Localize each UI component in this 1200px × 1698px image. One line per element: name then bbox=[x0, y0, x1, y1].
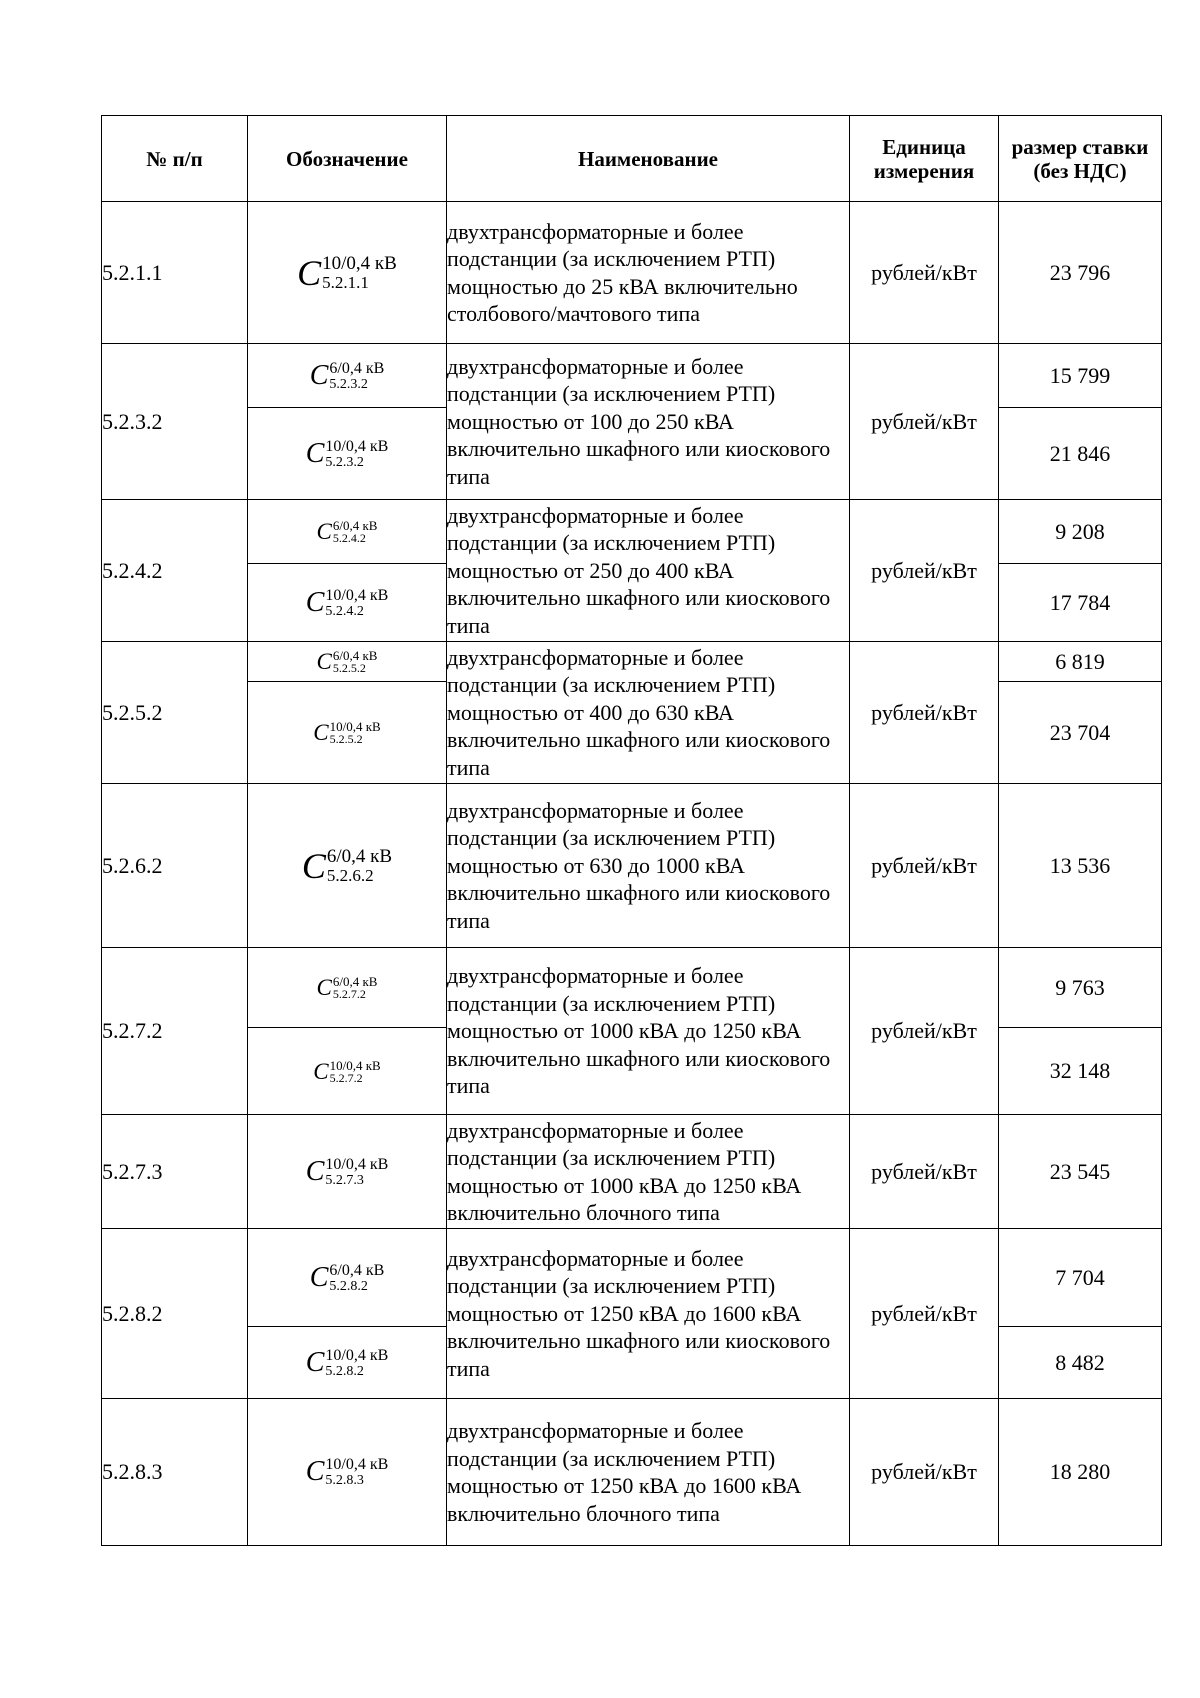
item-name: двухтрансформаторные и более подстанции (за исключением РТП) мощностью от 100 до 250 кВА включительно шкафного или киоскового типа bbox=[447, 344, 850, 500]
voltage-superscript: 10/0,4 кВ bbox=[322, 252, 397, 274]
designation-symbol: C 6/0,4 кВ 5.2.8.2 bbox=[309, 1261, 385, 1294]
voltage-superscript: 10/0,4 кВ bbox=[325, 586, 389, 604]
designation-symbol: C 10/0,4 кВ 5.2.8.2 bbox=[305, 1346, 389, 1379]
designation-symbol: C 10/0,4 кВ 5.2.1.1 bbox=[297, 252, 397, 293]
designation-symbol: C 6/0,4 кВ 5.2.7.2 bbox=[316, 974, 378, 1001]
item-name: двухтрансформаторные и более подстанции (за исключением РТП) мощностью от 1250 кВА до 1600 кВА включительно шкафного или киоскового типа bbox=[447, 1229, 850, 1399]
designation-symbol: C 10/0,4 кВ 5.2.7.2 bbox=[313, 1057, 381, 1085]
code-subscript: 5.2.3.2 bbox=[325, 454, 364, 470]
designation-symbol: C 10/0,4 кВ 5.2.7.3 bbox=[305, 1155, 389, 1188]
rate-cell: 21 846 bbox=[999, 408, 1162, 500]
designation-cell bbox=[248, 948, 447, 1028]
code-subscript: 5.2.5.2 bbox=[332, 661, 366, 675]
item-name: двухтрансформаторные и более подстанции (за исключением РТП) мощностью от 400 до 630 кВА включительно шкафного или киоскового типа bbox=[447, 642, 850, 784]
item-name: двухтрансформаторные и более подстанции (за исключением РТП) мощностью от 250 до 400 кВА включительно шкафного или киоскового типа bbox=[447, 500, 850, 642]
designation-symbol: C 10/0,4 кВ 5.2.3.2 bbox=[305, 437, 389, 470]
designation-cell bbox=[248, 784, 447, 948]
table-row bbox=[102, 948, 1162, 1028]
rate-cell: 9 208 bbox=[999, 500, 1162, 564]
code-subscript: 5.2.7.3 bbox=[325, 1172, 364, 1188]
code-subscript: 5.2.4.2 bbox=[332, 531, 366, 545]
row-number: 5.2.6.2 bbox=[102, 784, 248, 948]
unit-cell: рублей/кВт bbox=[850, 784, 999, 948]
rate-cell: 32 148 bbox=[999, 1028, 1162, 1115]
code-subscript: 5.2.7.2 bbox=[332, 987, 366, 1001]
designation-cell bbox=[248, 1327, 447, 1399]
code-subscript: 5.2.7.2 bbox=[329, 1070, 363, 1085]
rate-cell: 15 799 bbox=[999, 344, 1162, 408]
item-name: двухтрансформаторные и более подстанции (за исключением РТП) мощностью от 1250 кВА до 1600 кВА включительно блочного типа bbox=[447, 1399, 850, 1546]
designation-symbol: C 6/0,4 кВ 5.2.5.2 bbox=[316, 648, 378, 675]
row-number: 5.2.7.2 bbox=[102, 948, 248, 1115]
designation-cell bbox=[248, 500, 447, 564]
header-unit: Единица измерения bbox=[850, 116, 999, 202]
unit-cell: рублей/кВт bbox=[850, 1115, 999, 1229]
table-row bbox=[102, 784, 1162, 948]
code-subscript: 5.2.3.2 bbox=[329, 376, 368, 392]
rate-cell: 6 819 bbox=[999, 642, 1162, 682]
code-subscript: 5.2.8.3 bbox=[325, 1473, 364, 1488]
voltage-superscript: 10/0,4 кВ bbox=[329, 1057, 381, 1073]
designation-cell bbox=[248, 1115, 447, 1229]
unit-cell: рублей/кВт bbox=[850, 202, 999, 344]
unit-cell: рублей/кВт bbox=[850, 1229, 999, 1399]
designation-symbol: C 6/0,4 кВ 5.2.4.2 bbox=[316, 518, 378, 545]
voltage-superscript: 6/0,4 кВ bbox=[329, 1261, 385, 1279]
table-row bbox=[102, 1115, 1162, 1229]
table-row bbox=[102, 642, 1162, 682]
unit-cell: рублей/кВт bbox=[850, 500, 999, 642]
unit-cell: рублей/кВт bbox=[850, 948, 999, 1115]
table-row bbox=[102, 202, 1162, 344]
designation-cell bbox=[248, 642, 447, 682]
designation-symbol: C 10/0,4 кВ 5.2.4.2 bbox=[305, 586, 389, 619]
rate-cell: 23 545 bbox=[999, 1115, 1162, 1229]
rate-cell: 17 784 bbox=[999, 564, 1162, 642]
row-number: 5.2.8.2 bbox=[102, 1229, 248, 1399]
code-subscript: 5.2.1.1 bbox=[322, 272, 369, 292]
designation-cell bbox=[248, 682, 447, 784]
header-row bbox=[102, 116, 1162, 202]
table-body bbox=[102, 202, 1162, 1546]
code-subscript: 5.2.8.2 bbox=[329, 1278, 368, 1294]
designation-cell bbox=[248, 1028, 447, 1115]
item-name: двухтрансформаторные и более подстанции (за исключением РТП) мощностью от 630 до 1000 кВА включительно шкафного или киоскового типа bbox=[447, 784, 850, 948]
item-name: двухтрансформаторные и более подстанции (за исключением РТП) мощностью до 25 кВА включительно столбового/мачтового типа bbox=[447, 202, 850, 344]
header-rate: размер ставки (без НДС) bbox=[999, 116, 1162, 202]
table-header bbox=[102, 116, 1162, 202]
rate-cell: 23 704 bbox=[999, 682, 1162, 784]
header-designation: Обозначение bbox=[248, 116, 447, 202]
unit-cell: рублей/кВт bbox=[850, 1399, 999, 1546]
designation-cell bbox=[248, 202, 447, 344]
voltage-superscript: 10/0,4 кВ bbox=[325, 437, 389, 455]
item-name: двухтрансформаторные и более подстанции (за исключением РТП) мощностью от 1000 кВА до 1250 кВА включительно блочного типа bbox=[447, 1115, 850, 1229]
unit-cell: рублей/кВт bbox=[850, 344, 999, 500]
item-name: двухтрансформаторные и более подстанции (за исключением РТП) мощностью от 1000 кВА до 1250 кВА включительно шкафного или киоскового типа bbox=[447, 948, 850, 1115]
unit-cell: рублей/кВт bbox=[850, 642, 999, 784]
voltage-superscript: 10/0,4 кВ bbox=[325, 1456, 389, 1473]
designation-cell bbox=[248, 1399, 447, 1546]
designation-symbol: C 10/0,4 кВ 5.2.8.3 bbox=[305, 1456, 389, 1488]
rate-cell: 7 704 bbox=[999, 1229, 1162, 1327]
designation-cell bbox=[248, 344, 447, 408]
table-row bbox=[102, 500, 1162, 564]
voltage-superscript: 6/0,4 кВ bbox=[332, 518, 378, 533]
row-number: 5.2.5.2 bbox=[102, 642, 248, 784]
designation-cell bbox=[248, 564, 447, 642]
table-row bbox=[102, 1229, 1162, 1327]
designation-cell bbox=[248, 408, 447, 500]
row-number: 5.2.7.3 bbox=[102, 1115, 248, 1229]
voltage-superscript: 6/0,4 кВ bbox=[332, 648, 378, 663]
designation-symbol: C 10/0,4 кВ 5.2.5.2 bbox=[313, 719, 381, 746]
code-subscript: 5.2.4.2 bbox=[325, 603, 364, 619]
header-num: № п/п bbox=[102, 116, 248, 202]
row-number: 5.2.8.3 bbox=[102, 1399, 248, 1546]
voltage-superscript: 6/0,4 кВ bbox=[326, 845, 393, 867]
code-subscript: 5.2.5.2 bbox=[329, 732, 363, 746]
row-number: 5.2.3.2 bbox=[102, 344, 248, 500]
tariff-table bbox=[101, 115, 1162, 1546]
voltage-superscript: 6/0,4 кВ bbox=[329, 359, 385, 377]
header-name: Наименование bbox=[447, 116, 850, 202]
designation-symbol: C 6/0,4 кВ 5.2.6.2 bbox=[301, 845, 393, 886]
rate-cell: 9 763 bbox=[999, 948, 1162, 1028]
rate-cell: 18 280 bbox=[999, 1399, 1162, 1546]
table-row bbox=[102, 1399, 1162, 1546]
code-subscript: 5.2.8.2 bbox=[325, 1363, 364, 1379]
voltage-superscript: 6/0,4 кВ bbox=[332, 974, 378, 989]
row-number: 5.2.4.2 bbox=[102, 500, 248, 642]
rate-cell: 8 482 bbox=[999, 1327, 1162, 1399]
voltage-superscript: 10/0,4 кВ bbox=[325, 1155, 389, 1173]
voltage-superscript: 10/0,4 кВ bbox=[329, 719, 381, 734]
row-number: 5.2.1.1 bbox=[102, 202, 248, 344]
voltage-superscript: 10/0,4 кВ bbox=[325, 1346, 389, 1364]
rate-cell: 13 536 bbox=[999, 784, 1162, 948]
rate-cell: 23 796 bbox=[999, 202, 1162, 344]
designation-symbol: C 6/0,4 кВ 5.2.3.2 bbox=[309, 359, 385, 392]
designation-cell bbox=[248, 1229, 447, 1327]
code-subscript: 5.2.6.2 bbox=[326, 865, 374, 885]
table-row bbox=[102, 344, 1162, 408]
